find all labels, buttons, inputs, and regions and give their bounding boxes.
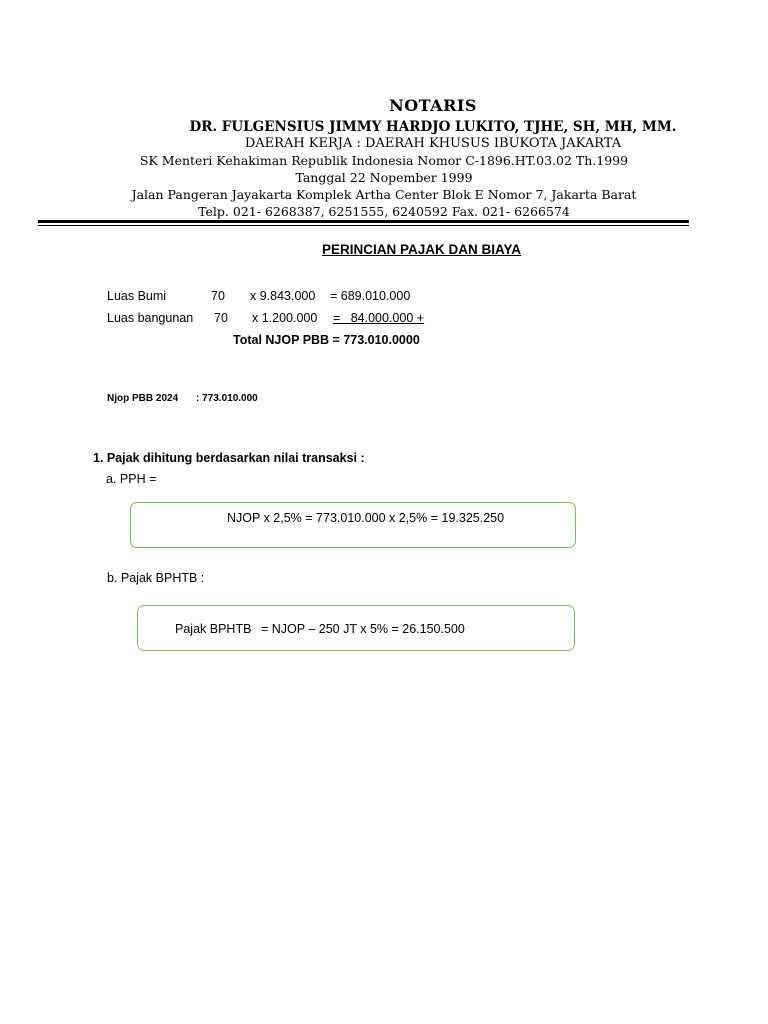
section-title: PERINCIAN PAJAK DAN BIAYA xyxy=(322,242,522,257)
total-njop-pbb: Total NJOP PBB = 773.010.0000 xyxy=(233,333,420,347)
decree-date: Tanggal 22 Nopember 1999 xyxy=(295,170,473,185)
pph-formula-box xyxy=(130,502,576,548)
bangunan-rate: x 1.200.000 xyxy=(252,311,318,325)
office-address: Jalan Pangeran Jayakarta Komplek Artha Center Blok E Nomor 7, Jakarta Barat xyxy=(131,187,637,202)
bumi-rate: x 9.843.000 xyxy=(250,289,316,303)
sk-decree: SK Menteri Kehakiman Republik Indonesia Nomor C-1896.HT.03.02 Th.1999 xyxy=(139,153,629,168)
header-divider-thin xyxy=(38,225,689,226)
bumi-label: Luas Bumi xyxy=(107,289,167,303)
bangunan-area: 70 xyxy=(214,311,228,325)
work-area: DAERAH KERJA : DAERAH KHUSUS IBUKOTA JAKARTA xyxy=(244,136,622,151)
bangunan-result: = 84.000.000 + xyxy=(333,311,425,325)
pph-label: a. PPH = xyxy=(106,472,157,486)
notary-name: DR. FULGENSIUS JIMMY HARDJO LUKITO, TJHE, SH, MH, MM. xyxy=(189,119,677,135)
bphtb-label: b. Pajak BPHTB : xyxy=(107,571,205,585)
njop-2024-label: Njop PBB 2024 xyxy=(107,393,179,404)
notary-title: NOTARIS xyxy=(389,96,477,115)
bphtb-formula: = NJOP – 250 JT x 5% = 26.150.500 xyxy=(261,622,465,636)
bumi-result: = 689.010.000 xyxy=(330,289,411,303)
bangunan-label: Luas bangunan xyxy=(107,311,194,325)
phone-fax: Telp. 021- 6268387, 6251555, 6240592 Fax. 021- 6266574 xyxy=(198,204,570,219)
bumi-area: 70 xyxy=(211,289,225,303)
header-divider-thick xyxy=(38,220,689,223)
njop-2024-value: : 773.010.000 xyxy=(196,393,258,404)
item1-heading: 1. Pajak dihitung berdasarkan nilai transaksi : xyxy=(93,451,365,465)
bphtb-formula-label: Pajak BPHTB xyxy=(175,622,252,636)
pph-formula: NJOP x 2,5% = 773.010.000 x 2,5% = 19.325.250 xyxy=(227,511,505,525)
